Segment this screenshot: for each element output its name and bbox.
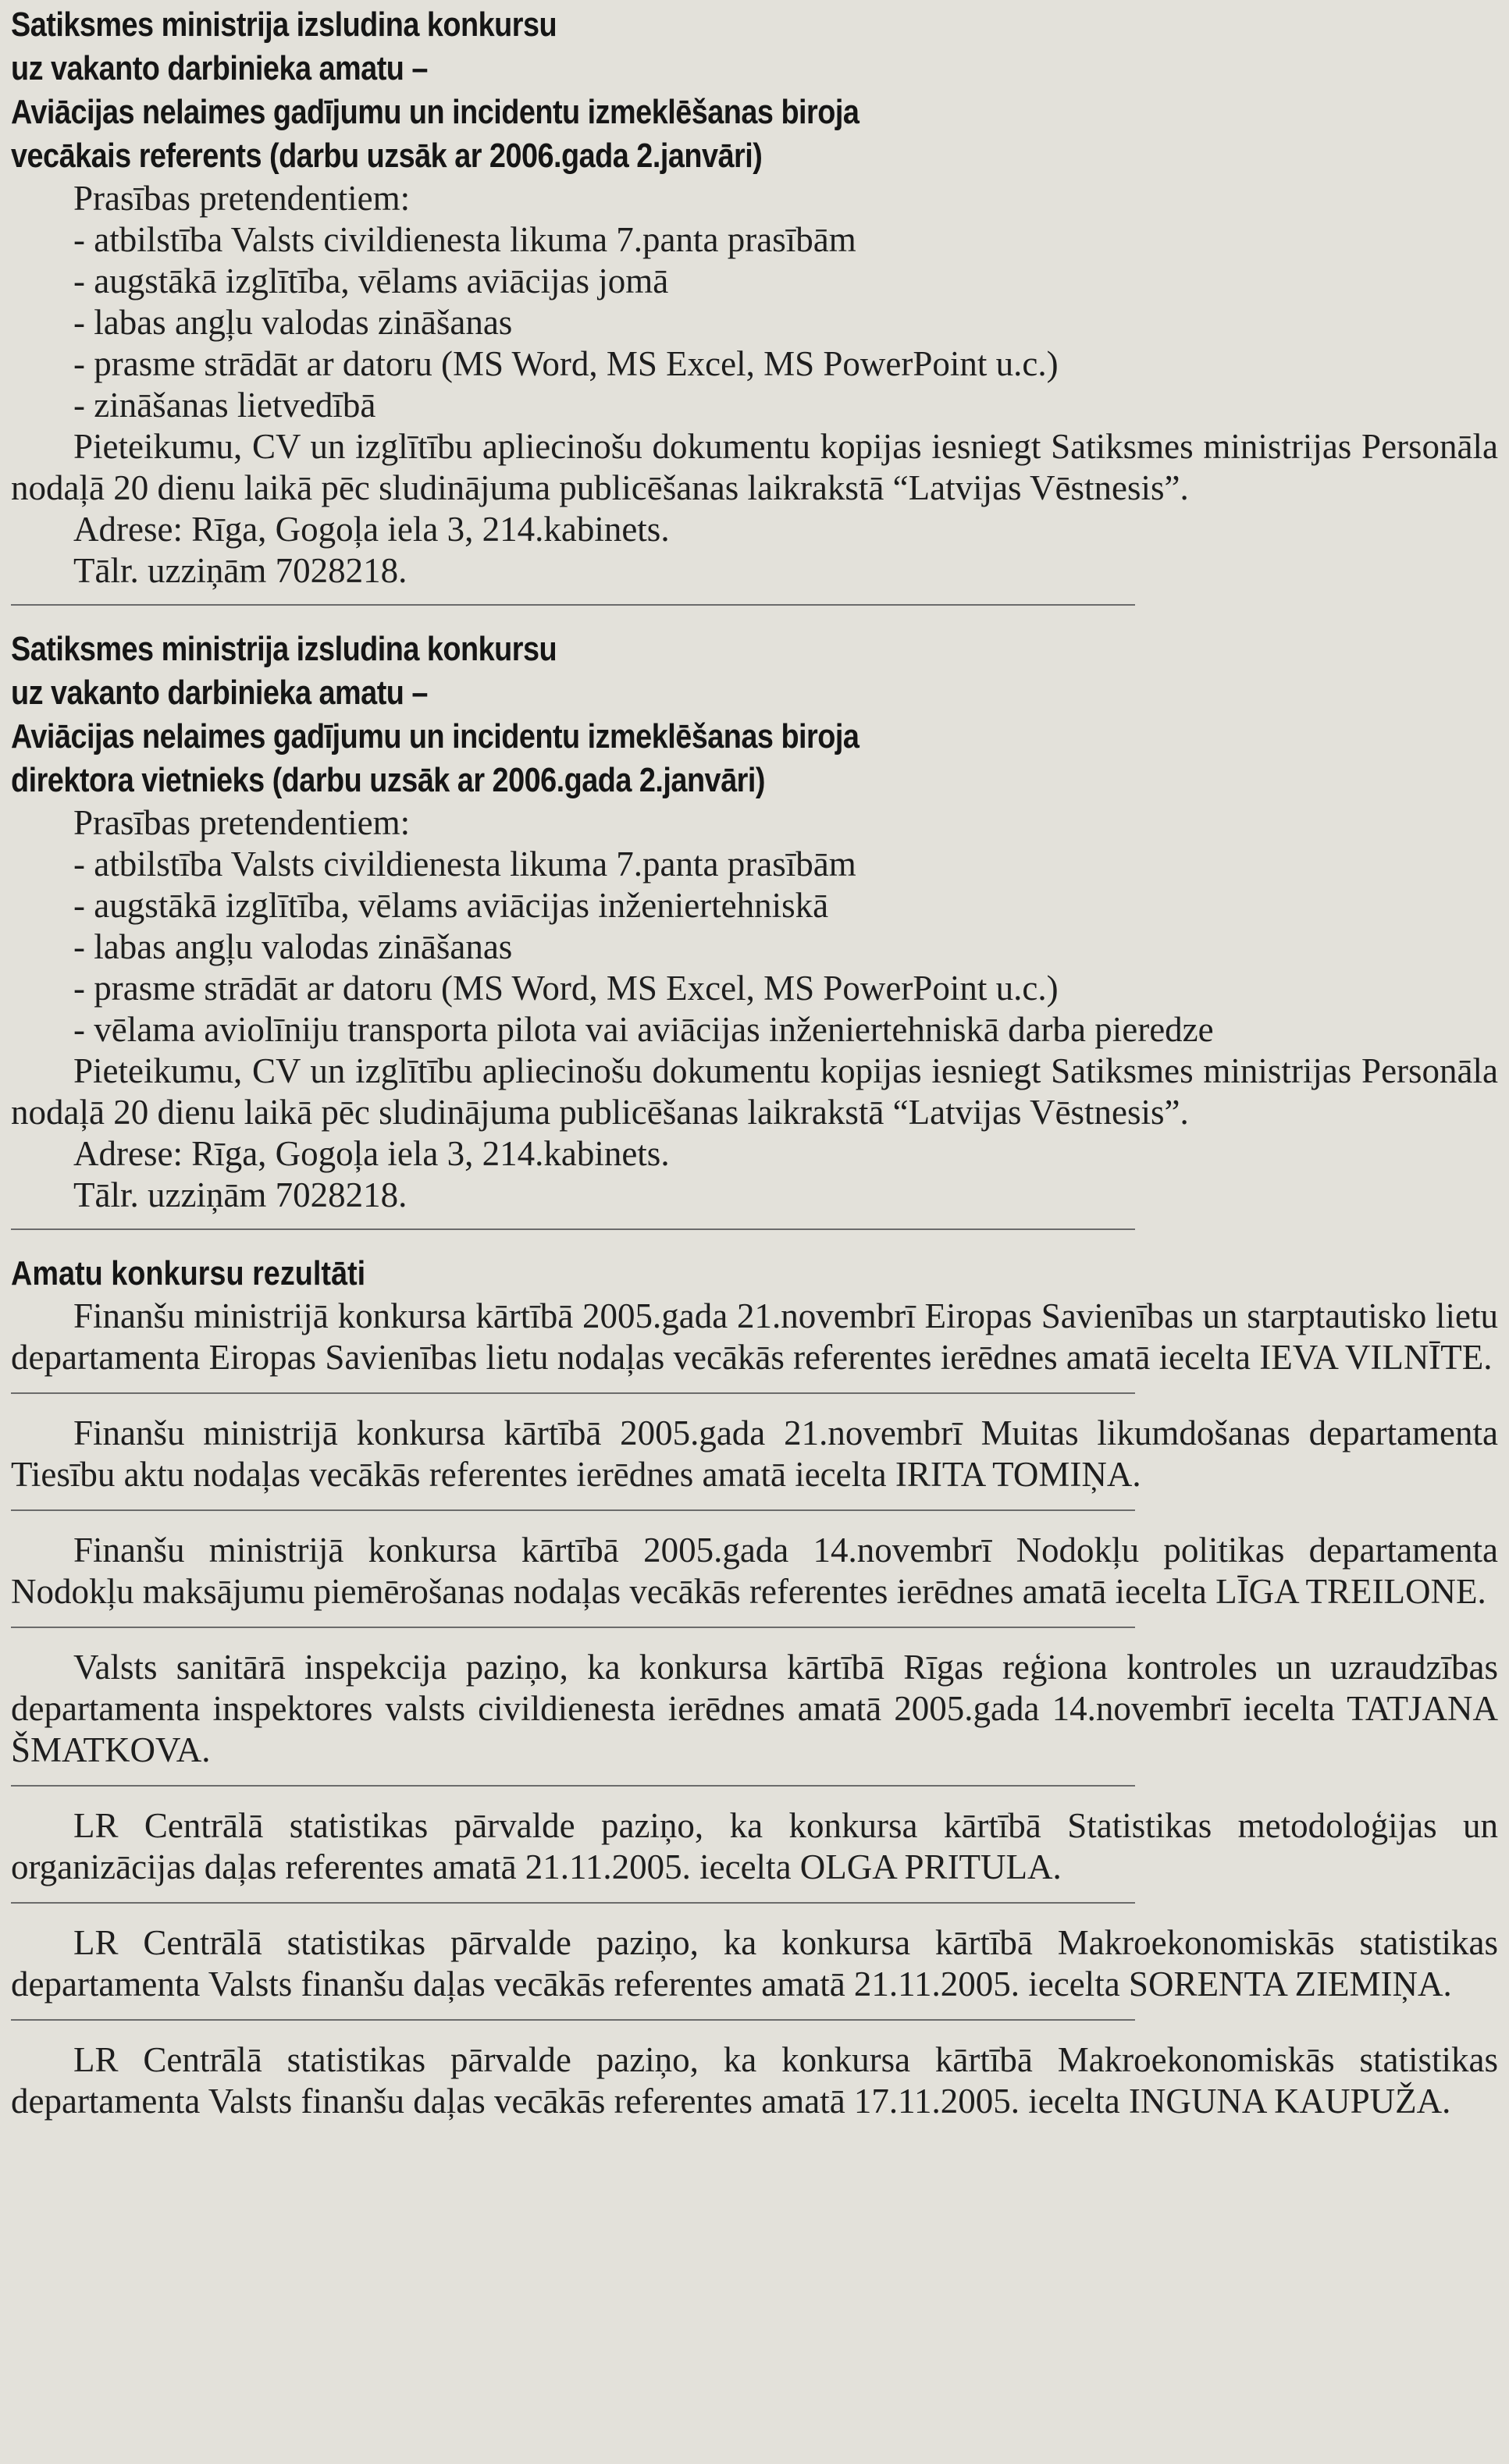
vacancy-notice-2 [11,628,1509,1216]
result-item: LR Centrālā statistikas pārvalde paziņo, ka konkursa kārtībā Makroekonomiskās statistikas departamenta Valsts finanšu daļas vecākās referentes amatā 21.11.2005. iecelta SORENTA ZIEMIŅA. [11,1923,1498,2004]
requirement-item: - labas angļu valodas zināšanas [73,927,513,966]
headline-line: Aviācijas nelaimes gadījumu un incidentu izmeklēšanas biroja [11,93,859,131]
result-item: LR Centrālā statistikas pārvalde paziņo, ka konkursa kārtībā Makroekonomiskās statistikas departamenta Valsts finanšu daļas vecākās referentes amatā 17.11.2005. iecelta INGUNA KAUPUŽA. [11,2040,1498,2121]
phone: Tālr. uzziņām 7028218. [73,551,408,590]
requirement-item: - augstākā izglītība, vēlams aviācijas inženiertehniskā [73,886,829,925]
address: Adrese: Rīga, Gogoļa iela 3, 214.kabinets. [73,510,670,549]
phone: Tālr. uzziņām 7028218. [73,1175,408,1214]
results-title: Amatu konkursu rezultāti [11,1254,366,1292]
headline-line: uz vakanto darbinieka amatu – [11,674,428,712]
requirements-heading: Prasības pretendentiem: [73,803,411,842]
divider-rule [11,2019,1135,2021]
divider-rule [11,604,1135,606]
vacancy-1-headline [11,3,1299,178]
divider-rule [11,1228,1135,1230]
requirement-item: - prasme strādāt ar datoru (MS Word, MS Excel, MS PowerPoint u.c.) [73,344,1059,383]
result-item: Valsts sanitārā inspekcija paziņo, ka konkursa kārtībā Rīgas reģiona kontroles un uzraudzības departamenta inspektores valsts civildienesta ierēdnes amatā 2005.gada 14.novembrī iecelta TATJANA ŠMATKOVA. [11,1648,1498,1769]
application-instructions: Pieteikumu, CV un izglītību apliecinošu dokumentu kopijas iesniegt Satiksmes ministrijas Personāla nodaļā 20 dienu laikā pēc sludinājuma publicēšanas laikrakstā “Latvijas Vēstnesis”. [11,1051,1498,1132]
result-item: Finanšu ministrijā konkursa kārtībā 2005.gada 21.novembrī Eiropas Savienības un starptautisko lietu departamenta Eiropas Savienības lietu nodaļas vecākās referentes ierēdnes amatā iecelta IEVA VILNĪTE. [11,1296,1498,1377]
vacancy-2-body [11,802,1509,1216]
result-item: LR Centrālā statistikas pārvalde paziņo, ka konkursa kārtībā Statistikas metodoloģijas un organizācijas daļas referentes amatā 21.11.2005. iecelta OLGA PRITULA. [11,1806,1498,1886]
address: Adrese: Rīga, Gogoļa iela 3, 214.kabinets. [73,1134,670,1173]
requirement-item: - vēlama aviolīniju transporta pilota vai aviācijas inženiertehniskā darba pieredze [73,1010,1214,1049]
requirement-item: - zināšanas lietvedībā [73,386,376,425]
requirement-item: - augstākā izglītība, vēlams aviācijas jomā [73,261,669,300]
requirement-item: - prasme strādāt ar datoru (MS Word, MS Excel, MS PowerPoint u.c.) [73,969,1059,1008]
headline-line: Aviācijas nelaimes gadījumu un incidentu izmeklēšanas biroja [11,717,859,756]
headline-line: uz vakanto darbinieka amatu – [11,49,428,87]
divider-rule [11,1785,1135,1787]
competition-results [11,1252,1509,2122]
headline-line: direktora vietnieks (darbu uzsāk ar 2006.gada 2.janvāri) [11,761,765,799]
divider-rule [11,1902,1135,1904]
headline-line: Satiksmes ministrija izsludina konkursu [11,630,557,668]
headline-line: Satiksmes ministrija izsludina konkursu [11,5,557,44]
vacancy-notice-1 [11,3,1509,592]
requirement-item: - atbilstība Valsts civildienesta likuma 7.panta prasībām [73,220,856,259]
requirement-item: - atbilstība Valsts civildienesta likuma 7.panta prasībām [73,844,856,884]
divider-rule [11,1392,1135,1394]
vacancy-1-body [11,178,1509,592]
vacancy-2-headline [11,628,1299,802]
headline-line: vecākais referents (darbu uzsāk ar 2006.gada 2.janvāri) [11,137,763,175]
application-instructions: Pieteikumu, CV un izglītību apliecinošu dokumentu kopijas iesniegt Satiksmes ministrijas Personāla nodaļā 20 dienu laikā pēc sludinājuma publicēšanas laikrakstā “Latvijas Vēstnesis”. [11,427,1498,507]
result-item: Finanšu ministrijā konkursa kārtībā 2005.gada 21.novembrī Muitas likumdošanas departamenta Tiesību aktu nodaļas vecākās referentes ierēdnes amatā iecelta IRITA TOMIŅA. [11,1413,1498,1494]
requirements-heading: Prasības pretendentiem: [73,179,411,218]
result-item: Finanšu ministrijā konkursa kārtībā 2005.gada 14.novembrī Nodokļu politikas departamenta Nodokļu maksājumu piemērošanas nodaļas vecākās referentes ierēdnes amatā iecelta LĪGA TREILONE. [11,1531,1498,1611]
requirement-item: - labas angļu valodas zināšanas [73,303,513,342]
divider-rule [11,1627,1135,1628]
divider-rule [11,1509,1135,1511]
